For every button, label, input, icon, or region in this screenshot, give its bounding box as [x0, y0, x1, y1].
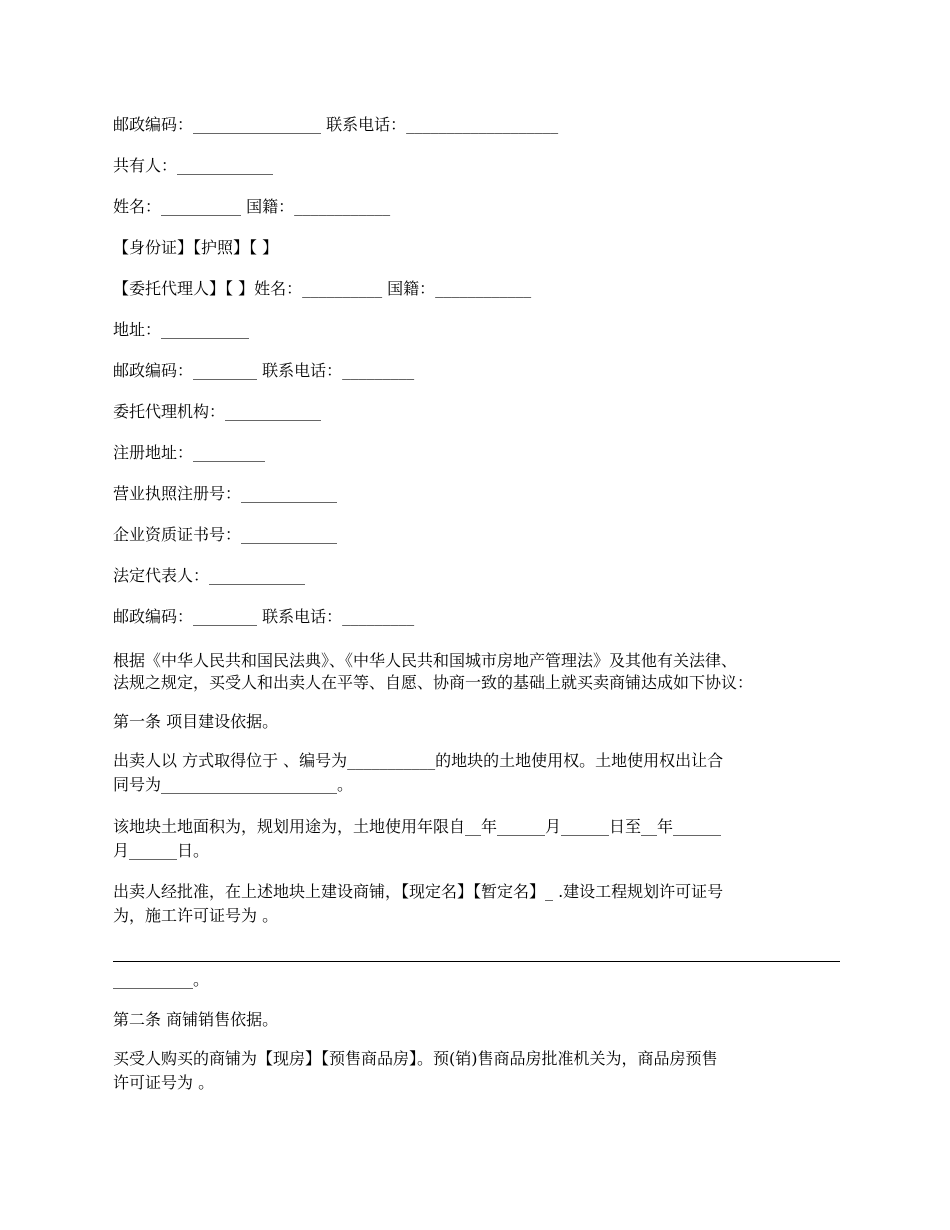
registered-address-line: 注册地址：_________ — [113, 443, 266, 462]
preamble-line-2: 法规之规定，买受人和出卖人在平等、自愿、协商一致的基础上就买卖商铺达成如下协议： — [113, 673, 754, 692]
agency-line: 委托代理机构：____________ — [113, 402, 322, 421]
blank-fill-tail: __________。 — [113, 970, 210, 989]
sale-basis-line-1: 买受人购买的商铺为【现房】【预售商品房】。预(销)售商品房批准机关为，商品房预售 — [113, 1049, 718, 1068]
land-area-line-2: 月______日。 — [113, 841, 210, 860]
article-2-heading: 第二条 商铺销售依据。 — [113, 1010, 279, 1029]
address-line: 地址：___________ — [113, 320, 250, 339]
land-use-line-1: 出卖人以 方式取得位于 、编号为___________的地块的土地使用权。土地使用权出让合 — [113, 751, 724, 770]
construction-permit-line-1: 出卖人经批准，在上述地块上建设商铺，【现定名】【暂定名】_ .建设工程规划许可证号 — [113, 882, 724, 901]
land-use-line-2: 同号为______________________。 — [113, 775, 354, 794]
co-owner-line: 共有人：____________ — [113, 156, 274, 175]
blank-fill-rule — [113, 961, 840, 962]
qualification-cert-line: 企业资质证书号：____________ — [113, 525, 338, 544]
article-1-heading: 第一条 项目建设依据。 — [113, 712, 279, 731]
legal-representative-line: 法定代表人：____________ — [113, 566, 306, 585]
postal-code-phone-line-1: 邮政编码：________________ 联系电话：___________________ — [113, 115, 559, 134]
postal-code-phone-line-2: 邮政编码：________ 联系电话：_________ — [113, 361, 415, 380]
construction-permit-line-2: 为，施工许可证号为 。 — [113, 906, 279, 925]
land-area-line-1: 该地块土地面积为，规划用途为，土地使用年限自__年______月______日至__年______ — [113, 817, 722, 836]
postal-code-phone-line-3: 邮政编码：________ 联系电话：_________ — [113, 607, 415, 626]
business-license-line: 营业执照注册号：____________ — [113, 484, 338, 503]
name-nationality-line: 姓名：__________ 国籍：____________ — [113, 197, 391, 216]
agent-name-line: 【委托代理人】【 】姓名：__________ 国籍：____________ — [113, 279, 532, 298]
preamble-line-1: 根据《中华人民共和国民法典》、《中华人民共和国城市房地产管理法》及其他有关法律、 — [113, 651, 738, 670]
id-type-line: 【身份证】【护照】【 】 — [113, 238, 279, 257]
sale-basis-line-2: 许可证号为 。 — [113, 1073, 215, 1092]
